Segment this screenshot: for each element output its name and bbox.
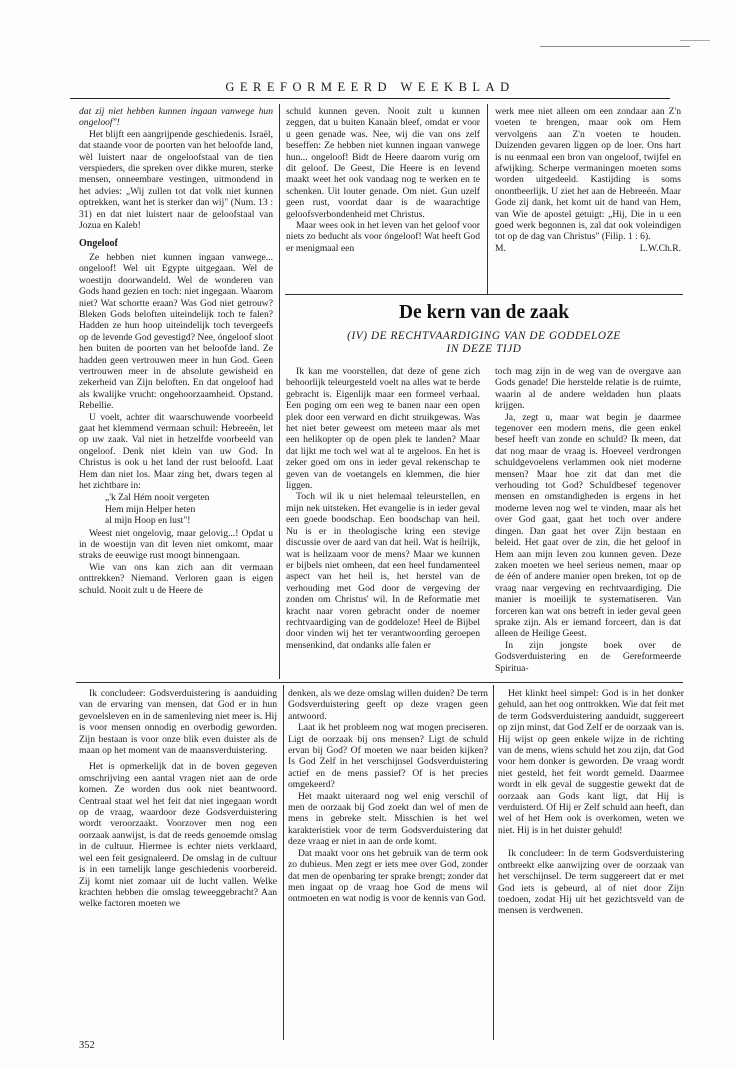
paragraph: Ja, zegt u, maar wat begin je daarmee tegenover een modern mens, die geen enkel besef heeft van zonde en schuld? Ik meen, dat dat nog maar de vraag is. Hoeveel verdrongen schuldgevoelens verlammen ook niet moderne mensen? Maar hoe zit dat dan met die verhouding tot God? Schuldbesef tegenover mensen en omstandigheden is ergens in het moderne leven nog wel te vinden, maar als het over God gaat, gaat het toch over andere dingen. Dan gaat het over Zijn bestaan en beleid. Het gaat over de zin, die het geloof in Hem aan mijn leven zou kunnen geven. Deze zaken moeten we heel serieus nemen, maar op de één of andere manier open breken, tot op de vraag naar vergeving en rechtvaardiging. Die manier is moeilijk te systematiseren. Van forceren kan wat ons betreft in ieder geval geen sprake zijn. Als er iemand forceert, dan is dat alleen de Heilige Geest. [495, 411, 681, 640]
article-rule [285, 294, 683, 295]
column-divider [283, 685, 284, 1040]
signature [495, 243, 681, 254]
subtitle-line: (IV) DE RECHTVAARDIGING VAN DE GODDELOZE [347, 330, 621, 342]
paragraph: werk mee niet alleen om een zondaar aan Z'n voeten te brengen, maar ook om Hem vervolgens aan Z'n voeten te houden. Duizenden gevaren liggen op de loer. Ons hart is nu eenmaal een bron van ongeloof, twijfel en afwijking. Scherpe vermaningen moeten soms worden uitgedeeld. Kastijding is soms onontbeerlijk. U ziet het aan de Hebreeën. Maar Gode zij dank, het komt uit de hand van Hem, van Wie de apostel getuigt: „Hij, Die in u een goed werk begonnen is, zal dat ook voleindigen tot op de dag van Christus" (Filip. 1 : 6). [495, 106, 681, 243]
paragraph: Ik kan me voorstellen, dat deze of gene zich behoorlijk teleurgesteld voelt na alles wat te berde gebracht is. Eigenlijk maar een formeel verhaal. Een poging om een weg te banen naar een open plek door een verward en dicht struikgewas. Was het niet beter geweest om meteen maar als met een helikopter op de open plek te landen? Maar dat lijkt me toch wel wat al te argeloos. En het is zeker goed om ons in ieder geval rekenschap te geven van de voetangels en klemmen, die hier liggen. [286, 366, 480, 492]
paragraph: Het blijft een aangrijpende geschiedenis. Israël, dat staande voor de poorten van het beloofde land, wèl luistert naar de ongeloofstaal van de tien verspieders, die spreken over dikke muren, sterke mensen, onneembare vestingen, uitmondend in het advies: „Wij zullen tot dat volk niet kunnen optrekken, want het is sterker dan wij" (Num. 13 : 31) en dat niet luistert naar de geloofstaal van Jozua en Kaleb! [79, 128, 273, 232]
paragraph: toch mag zijn in de weg van de overgave aan Gods genade! Die herstelde relatie is de ruimte, waarin al de andere weldaden hun plaats krijgen. [495, 366, 681, 412]
column-divider [487, 104, 488, 294]
paragraph: Het is opmerkelijk dat in de boven gegeven omschrijving een aantal vragen niet aan de orde komen. Ze worden dus ook niet beantwoord. Centraal staat wel het feit dat niet ingegaan wordt op de vraag, waardoor deze Godsverduistering wordt veroorzaakt. Voorzover men nog een oorzaak aanwijst, is dat de reeds genoemde omslag in de cultuur. Hiermee is echter niets verklaard, wel een feit gesignaleerd. De omslag in de cultuur is in een tamelijk lange geschiedenis voorbereid. Zij komt niet zomaar uit de lucht vallen. Welke krachten hebben die omslag teweeggebracht? Aan welke factoren moeten we [79, 761, 277, 910]
article-title: De kern van de zaak [398, 302, 570, 323]
hymn-line: „'k Zal Hém nooit vergeten [105, 492, 210, 504]
header-rule [70, 98, 670, 99]
section-heading: Ongeloof [79, 238, 118, 250]
hymn-line: al mijn Hoop en lust"! [105, 515, 191, 527]
paragraph: Ik concludeer: In de term Godsverduistering ontbreekt elke aanwijzing over de oorzaak van het verschijnsel. De term suggereert dat er met God iets is gebeurd, al of niet door Zijn toedoen, zodat Hij uit het gezichtsveld van de mensen is verdwenen. [498, 848, 684, 917]
paragraph: schuld kunnen geven. Nooit zult u kunnen zeggen, dat u buiten Kanaän bleef, omdat er voor u geen genade was. Nee, wij die van ons zelf beseffen: Ze hebben niet kunnen ingaan vanwege hun... ongeloof! Bidt de Heere daarom vurig om dit geloof. De Geest, Die Heere is en levend maakt weet het ook vandaag nog te werken en te schenken. Uit louter genade. Om niet. Gun uzelf geen rust, voordat daar is de waarachtige geloofsverbondenheid met Christus. [286, 106, 480, 220]
right-column [495, 106, 681, 296]
signature-initial: M. [495, 242, 506, 254]
article-column-1 [286, 366, 480, 676]
paragraph: Maar wees ook in het leven van het geloof voor niets zo beducht als voor óngeloof! Wat heeft God er menigmaal een [286, 220, 480, 254]
signature-author: L.W.Ch.R. [639, 242, 681, 254]
paragraph: Het maakt uiteraard nog wel enig verschil of men de oorzaak bij God zoekt dan wel of men de mens in gebreke stelt. Misschien is het wel karakteristiek voor de term Godsverduistering dat deze vraag er niet in aan de orde komt. [288, 790, 488, 848]
bottom-column-3 [498, 688, 684, 988]
page-number: 352 [79, 1040, 95, 1051]
middle-column [286, 106, 480, 291]
column-divider [279, 104, 280, 679]
subtitle-line: IN DEZE TIJD [446, 343, 522, 355]
bottom-column-1 [79, 688, 277, 1033]
paragraph: Ze hebben niet kunnen ingaan vanwege... ongeloof! Wel uit Egypte uitgegaan. Wel de woestijn doorwandeld. Wel de wonderen van Gods hand gezien en toch: niet ingegaan. Waarom niet? Wat schortte eraan? Was God niet getrouw? Bleken Gods beloften uiteindelijk toch te falen? Hadden ze hun hoop uiteindelijk toch tevergeefs op de levende God gevestigd? Nee, óngeloof sloot hen buiten de poorten van het beloofde land. Ze hadden geen vertrouwen meer in hun God. Geen vertrouwen meer in de absolute gewisheid en zekerheid van Zijn beloften. En dat ongeloof had als kwalijke vrucht: ongehoorzaamheid. Opstand. Rebellie. [79, 251, 273, 412]
paragraph: denken, als we deze omslag willen duiden? De term Godsverduistering geeft op deze vragen geen antwoord. [288, 688, 488, 722]
paragraph: U voelt, achter dit waarschuwende voorbeeld gaat het klemmend vermaan schuil: Hebreeën, let op uw zaak. Val niet in hetzelfde voorbeeld van ongeloof. Denk niet klein van uw God. In Christus is ook u het land der rust beloofd. Laat Hem dan niet los. Maar zing het, dwars tegen al het zichtbare in: [79, 411, 273, 491]
paragraph: dat zij niet hebben kunnen ingaan vanwege hun ongeloof"! [79, 106, 273, 129]
paragraph: In zijn jongste boek over de Godsverduistering en de Gereformeerde Spiritua- [495, 639, 681, 674]
paragraph: Ik concludeer: Godsverduistering is aanduiding van de ervaring van mensen, dat God er in hun gevoelsleven en in de samenleving niet meer is. Hij is voor mensen onnodig en overbodig geworden. Zijn bestaan is voor onze blik even duister als de maan op het moment van de maansverduistering. [79, 688, 277, 757]
hymn-line: Hem mijn Helper heten [105, 503, 196, 515]
article-subtitle [285, 330, 683, 356]
paragraph: Het klinkt heel simpel: God is in het donker gehuld, aan het oog onttrokken. Wie dat feit met de term Godsverduistering aanduidt, suggereert op zijn minst, dat God Zelf er de oorzaak van is. Hij wijst op geen enkele wijze in de richting van de mens, wiens schuld het zou zijn, dat God voor hem donker is geworden. De vraag wordt niet gesteld, het feit wordt gemeld. Daarmee wordt in elk geval de suggestie gewekt dat de oorzaak aan Gods kant ligt, dat Hij is verduisterd. Of Hij er Zelf schuld aan heeft, dan wel of het Hem ook is overkomen, weten we niet. Hij is in het duister gehuld! [498, 688, 684, 836]
left-column [79, 106, 273, 679]
paragraph: Toch wil ik u niet helemaal teleurstellen, en mijn nek uitsteken. Het evangelie is in ieder geval een goede boodschap. Een boodschap van heil. Nu is er in theologische kring een stevige discussie over de aard van dat heil. Wat is heilrijk, wat is heilzaam voor de mens? Maar we kunnen er bijbels niet omheen, dat een heel fundamenteel aspect van het heil is, het herstel van de verhouding met God door de vergeving der zonden om Christus' wil. In de Reformatie met kracht naar voren gebracht onder de noemer rechtvaardiging van de goddeloze! Heel de Bijbel door vinden wij het ter verantwoording geroepen mensenkind, dat ondanks alle falen er [286, 491, 480, 651]
paragraph: Dat maakt voor ons het gebruik van de term ook zo dubieus. Men zegt er iets mee over God, zonder dat men de openbaring ter sprake brengt; zonder dat men ingaat op de vraag hoe God de mens wil ontmoeten en wat nodig is voor de kennis van God. [288, 847, 488, 905]
magazine-header: GEREFORMEERD WEEKBLAD [225, 80, 515, 94]
scan-edge-line [540, 46, 690, 47]
article-column-2 [495, 366, 681, 676]
paragraph: Weest niet ongelovig, maar gelovig...! Opdat u in de woestijn van dit leven niet omkomt, maar straks de eeuwige rust moogt binnengaan. [79, 527, 273, 562]
hymn-quote [105, 492, 273, 526]
bottom-column-2 [288, 688, 488, 988]
column-divider [493, 685, 494, 1040]
scan-mark [680, 40, 710, 41]
paragraph: Laat ik het probleem nog wat mogen preciseren. Ligt de oorzaak bij ons mensen? Ligt de schuld ervan bij God? Of moeten we naar beiden kijken? Is God Zelf in het verschijnsel Godsverduistering actief en de mens passief? Of is het precies omgekeerd? [288, 722, 488, 791]
paragraph: Wie van ons kan zich aan dit vermaan onttrekken? Niemand. Verloren gaan is eigen schuld. Nooit zult u de Heere de [79, 561, 273, 596]
section-rule [76, 682, 683, 683]
